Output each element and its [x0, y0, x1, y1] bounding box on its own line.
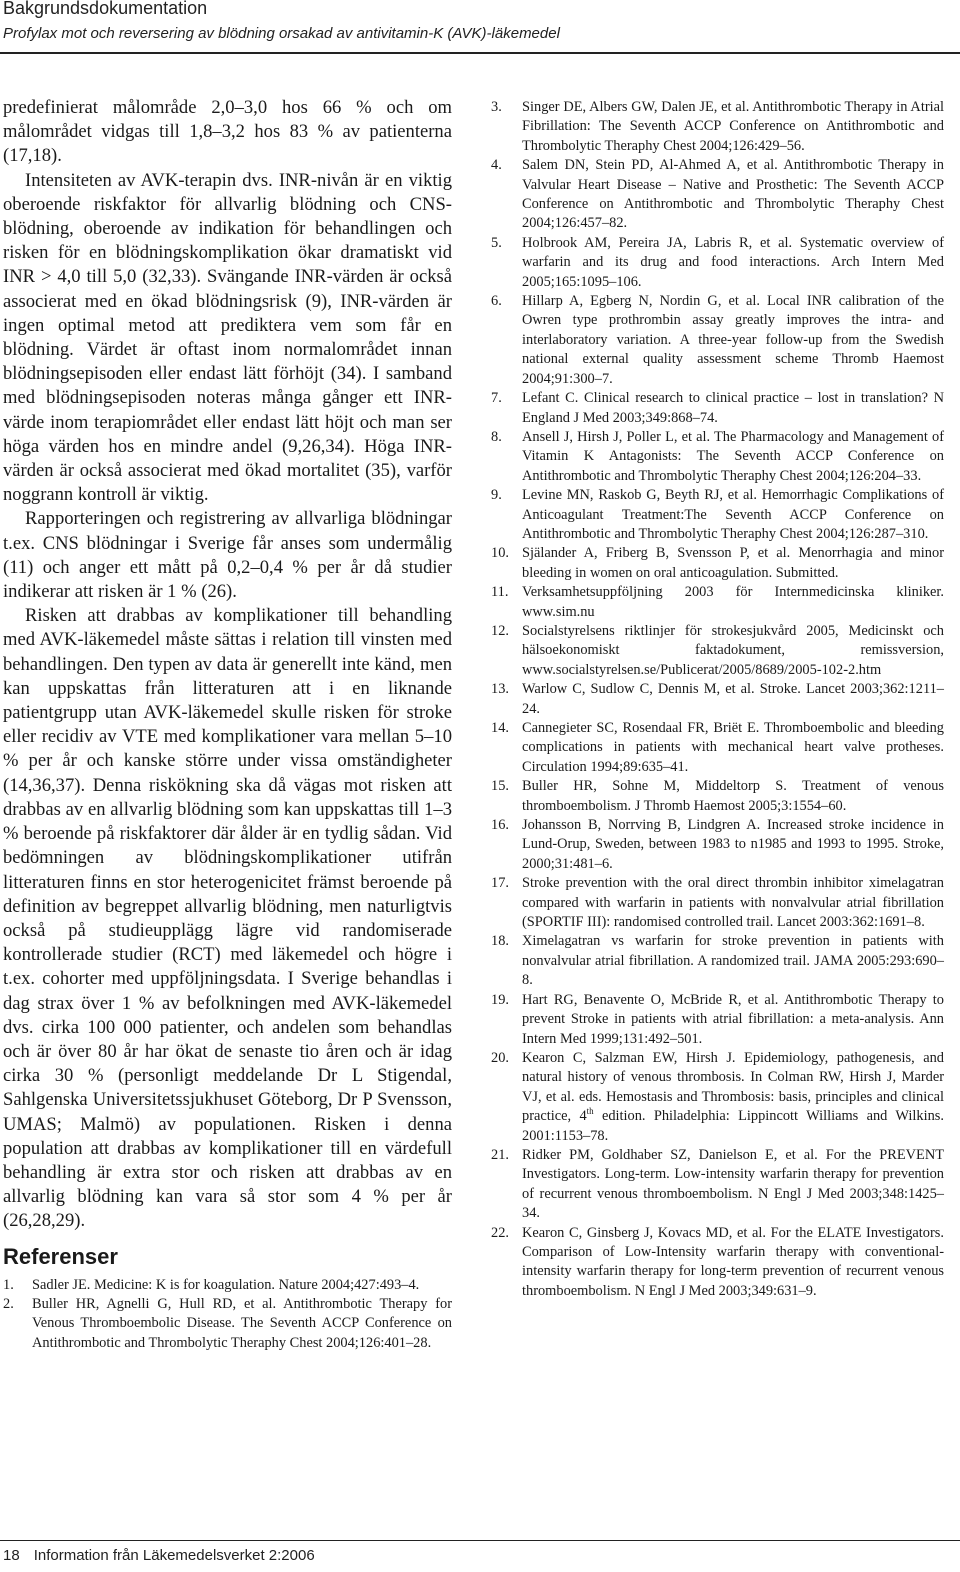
reference-item [491, 622, 944, 680]
header-divider [0, 52, 960, 54]
reference-text-part: Kearon C, Salzman EW, Hirsh J. Epidemiology, pathogenesis, and natural history of venous thrombosis. In Colman RW, Hirsh J, Marder VJ, et al. eds. Hemostasis and Thrombosis: basis, principles and clinical practice, 4 [522, 1049, 944, 1125]
reference-number: 19. [491, 991, 509, 1008]
reference-item [491, 389, 944, 428]
body-paragraph: predefinierat målområde 2,0–3,0 hos 66 % och om målområdet vidgas till 1,8–3,2 hos 83 % av patienterna (17,18). [3, 97, 452, 167]
reference-item [491, 991, 944, 1049]
reference-number: 9. [491, 487, 502, 504]
reference-number: 6. [491, 293, 502, 310]
reference-number: 14. [491, 720, 509, 736]
reference-text: Singer DE, Albers GW, Dalen JE, et al. Antithrombotic Therapy in Atrial Fibrillation: The Seventh ACCP Conference on Antithrombotic and Thrombolytic Theraphy Chest 2004;126:429–56. [522, 99, 944, 154]
page-footer [3, 1547, 315, 1564]
left-column [3, 96, 452, 1353]
document-title: Bakgrundsdokumentation [3, 0, 208, 18]
reference-item [491, 292, 944, 389]
reference-item [491, 1049, 944, 1146]
reference-number: 15. [491, 778, 509, 795]
reference-item [491, 932, 944, 990]
reference-text-part: edition. Philadelphia: Lippincott Williams and Wilkins. 2001:1153–78. [522, 1108, 944, 1144]
reference-number: 4. [491, 157, 502, 174]
reference-number: 1. [3, 1276, 14, 1293]
reference-number: 3. [491, 99, 502, 115]
reference-number: 18. [491, 933, 509, 950]
reference-number: 8. [491, 428, 502, 445]
body-paragraph: Risken att drabbas av komplikationer till behandling med AVK-läkemedel måste sättas i relation till vinsten med behandlingen. Den typen av data är generellt inte känd, men kan uppskattas från litteraturen att i en liknande patientgrupp utan AVK-läkemedel skulle risken för stroke eller recidiv av VTE med komplikationer vara mellan 5–10 % per år och kanske större under vissa omständigheter (14,36,37). Denna riskökning ska då vägas mot risken att drabbas av en allvarlig blödning som kan uppskattas till 1–3 % beroende på riskfaktorer där ålder är en tydlig sådan. Vid bedömningen av blödningskomplikationer utifrån litteraturen finns en stor heterogenicitet främst beroende på definition av begreppet allvarlig blödning, men naturligtvis också på studieupplägg lägre vid randomiserade kontrollerade studier (RCT) med läkemedel och högre i t.ex. cohorter med uppföljningsdata. I Sverige behandlas i dag strax över 1 % av befolkningen med AVK-läkemedel dvs. cirka 100 000 patienter, och andelen som behandlas och är över 80 år har ökat de senaste tio åren och är idag cirka 30 % (personligt meddelande Dr L Stigendal, Sahlgenska Universitetssjukhuset Göteborg, Dr P Svensson, UMAS; Malmö) av populationen. Risken i denna population att drabbas av komplikationer till en värdefull behandling är extra stor och risken att drabbas av en allvarlig blödning kan vara så stor som 4 % per år (26,28,29). [3, 605, 452, 1232]
reference-text: Stroke prevention with the oral direct thrombin inhibitor ximelagatran compared with warfarin in patients with nonvalvular atrial fibrillation (SPORTIF III): randomised controlled trail. Lancet 2003:362:1691–8. [522, 875, 944, 931]
reference-item [491, 98, 944, 156]
reference-text: Warlow C, Sudlow C, Dennis M, et al. Stroke. Lancet 2003;362:1211–24. [522, 681, 944, 717]
reference-text: Salem DN, Stein PD, Al-Ahmed A, et al. Antithrombotic Therapy in Valvular Heart Disease – Native and Prosthetic: The Seventh ACCP Conference on Antithrombotic and Thrombolytic Theraphy Chest 2004;126:457–82. [522, 157, 944, 232]
reference-number: 21. [491, 1146, 509, 1163]
reference-text: Hart RG, Benavente O, McBride R, et al. Antithrombotic Therapy to prevent Stroke in patients with atrial fibrillation: a meta-analysis. Ann Intern Med 1999;131:492–501. [522, 991, 944, 1047]
reference-text: Cannegieter SC, Rosendaal FR, Briët E. Thromboembolic and bleeding complications in patients with mechanical heart valve protheses. Circulation 1994;89:635–41. [522, 720, 944, 775]
reference-text: Hillarp A, Egberg N, Nordin G, et al. Local INR calibration of the Owren type prothrombin assay greatly improves the intra- and interlaboratory variation. A three-year follow-up from the Swedish national external quality assessment scheme Thromb Haemost 2004;91:300–7. [522, 293, 944, 387]
reference-text: Själander A, Friberg B, Svensson P, et al. Menorrhagia and minor bleeding in women on oral anticoagulation. Submitted. [522, 545, 944, 581]
page-number: 18 [3, 1547, 20, 1564]
reference-item [491, 428, 944, 486]
reference-text: Kearon C, Ginsberg J, Kovacs MD, et al. For the ELATE Investigators. Comparison of Low-Intensity warfarin therapy with conventional-intensity warfarin therapy for long-term prevention of recurrent venous thromboembolism. N Engl J Med 2003;349:631–9. [522, 1224, 944, 1299]
reference-item [491, 486, 944, 544]
publication-name: Information från Läkemedelsverket 2:2006 [33, 1547, 315, 1564]
reference-item [491, 777, 944, 816]
reference-number: 13. [491, 681, 509, 698]
reference-text: Lefant C. Clinical research to clinical practice – lost in translation? N England J Med 2003;349:868–74. [522, 390, 944, 426]
body-paragraph: Intensiteten av AVK-terapin dvs. INR-nivån är en viktig oberoende riskfaktor för allvarlig blödning och CNS-blödning, oberoende av indikation för behandlingen och risken för en blödningskomplikation ökar dramatiskt vid INR > 4,0 till 5,0 (32,33). Svängande INR-värden är också associerat med en ökad blödningsrisk (9), INR-värden är ingen optimal metod att prediktera vem som får en blödning. Värdet är oftast inom normalområdet innan blödningsepisoden eller endast lätt förhöjt (34). I samband med blödningsepisoden noteras många gånger ett INR-värde inom terapiområdet eller endast lätt höjt och man ser höga värden hos en mindre andel (9,26,34). Höga INR-värden är också associerat med ökad mortalitet (35), varför noggrann kontroll är viktig. [3, 169, 452, 506]
reference-number: 12. [491, 622, 509, 639]
reference-text: Johansson B, Norrving B, Lindgren A. Increased stroke incidence in Lund-Orup, Sweden, between 1983 to n1985 and 1993 to 1995. Stroke, 2000;31:481–6. [522, 817, 944, 872]
reference-text: Holbrook AM, Pereira JA, Labris R, et al. Systematic overview of warfarin and its drug and food interactions. Arch Intern Med 2005;165:1095–106. [522, 234, 944, 290]
reference-number: 16. [491, 817, 509, 834]
reference-item [491, 1146, 944, 1224]
reference-text: Ansell J, Hirsh J, Poller L, et al. The Pharmacology and Management of Vitamin K Antagonists: The Seventh ACCP Conference on Antithrombotic and Thrombolytic Theraphy Chest 2004;126:204–33. [522, 428, 944, 484]
document-subtitle: Profylax mot och reversering av blödning orsakad av antivitamin-K (AVK)-läkemedel [3, 25, 560, 42]
reference-text: Ridker PM, Goldhaber SZ, Danielson E, et al. For the PREVENT Investigators. Long-term. Low-intensity warfarin therapy for prevention of recurrent venous thromboembolism. N Engl J Med 2003;348:1425–34. [522, 1146, 944, 1222]
reference-text: Verksamhetsuppföljning 2003 för Internmedicinska kliniker. www.sim.nu [522, 584, 944, 620]
reference-item [491, 816, 944, 874]
footer-divider [0, 1540, 960, 1541]
reference-text: Buller HR, Agnelli G, Hull RD, et al. Antithrombotic Therapy for Venous Thromboembolic Disease. The Seventh ACCP Conference on Antithrombotic and Thrombolytic Theraphy Chest 2004;126:401–28. [32, 1295, 452, 1351]
reference-number: 22. [491, 1224, 509, 1241]
reference-item [491, 874, 944, 932]
reference-item [491, 156, 944, 234]
reference-number: 11. [491, 584, 509, 601]
reference-item [3, 1295, 452, 1353]
reference-item [491, 583, 944, 622]
reference-text: Buller HR, Sohne M, Middeltorp S. Treatment of venous thromboembolism. J Thromb Haemost 2005;3:1554–60. [522, 778, 944, 814]
reference-number: 5. [491, 234, 502, 251]
reference-number: 20. [491, 1049, 509, 1066]
reference-item [491, 1224, 944, 1302]
page-header [0, 0, 960, 52]
references-list-left [3, 1276, 452, 1354]
reference-number: 7. [491, 390, 502, 407]
reference-text: Socialstyrelsens riktlinjer för strokesjukvård 2005, Medicinskt och hälsoekonomiskt faktadokument, remissversion, www.socialstyrelsen.se/Publicerat/2005/8689/2005-102-2.htm [522, 622, 944, 678]
reference-item [3, 1276, 452, 1295]
reference-item [491, 680, 944, 719]
reference-text [522, 1049, 944, 1146]
reference-number: 2. [3, 1295, 14, 1312]
reference-number: 10. [491, 545, 509, 562]
reference-number: 17. [491, 875, 509, 892]
right-column [491, 98, 944, 1301]
reference-item [491, 719, 944, 777]
reference-text: Levine MN, Raskob G, Beyth RJ, et al. Hemorrhagic Complikations of Anticoagulant Treatment:The Seventh ACCP Conference on Antithrombotic and Thrombolytic Theraphy Chest 2004;126:287–310. [522, 487, 944, 542]
superscript: th [586, 1106, 594, 1117]
reference-item [491, 544, 944, 583]
reference-item [491, 234, 944, 292]
references-heading: Referenser [3, 1243, 118, 1269]
references-list-right [491, 98, 944, 1301]
body-paragraph: Rapporteringen och registrering av allvarliga blödningar t.ex. CNS blödningar i Sverige får anses som undermålig (11) och anger ett mått på 0,2–0,4 % per år då studier indikerar att risken är 1 % (26). [3, 508, 452, 603]
reference-text: Sadler JE. Medicine: K is for koagulation. Nature 2004;427:493–4. [32, 1276, 420, 1293]
reference-text: Ximelagatran vs warfarin for stroke prevention in patients with nonvalvular atrial fibrillation. A randomized trail. JAMA 2005:293:690–8. [522, 933, 944, 989]
